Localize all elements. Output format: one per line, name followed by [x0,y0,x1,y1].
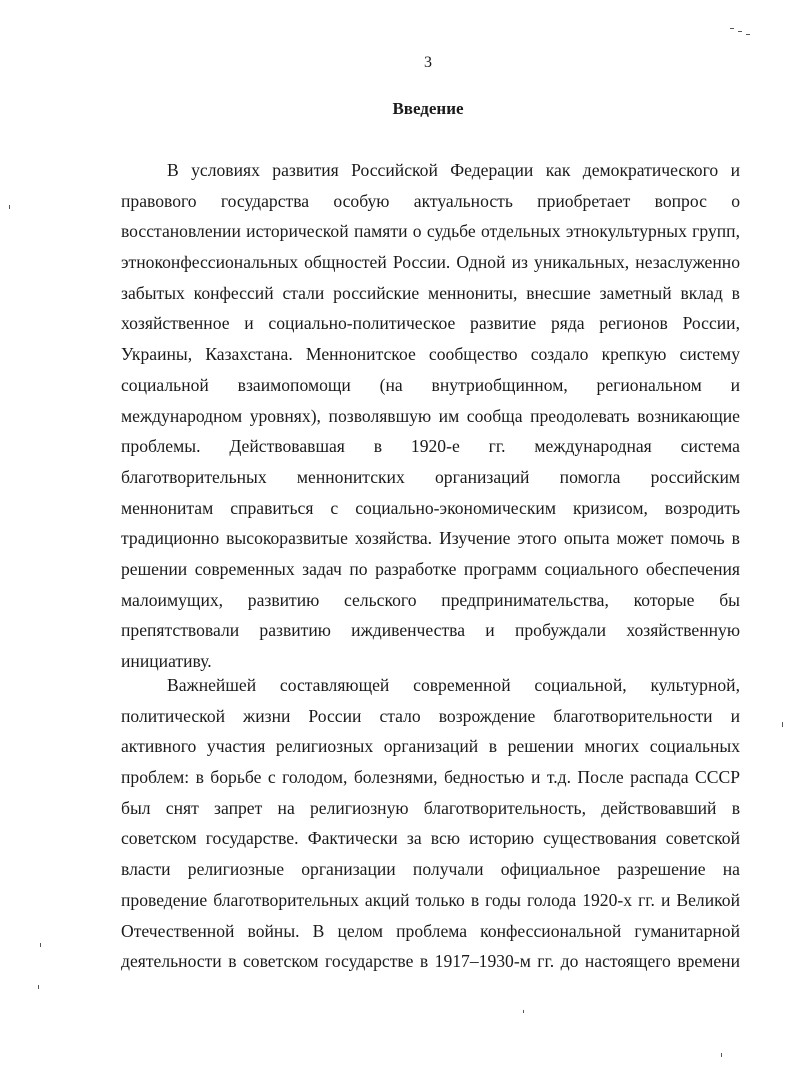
text-line: советском государстве. Фактически за всю историю существования советской [121,828,740,849]
text-line: малоимущих, развитию сельского предпринимательства, которые бы [121,589,740,610]
text-line: восстановлении исторической памяти о судьбе отдельных этнокультурных групп, [121,221,740,242]
text-line: меннонитам справиться с социально-экономическим кризисом, возродить [121,497,740,518]
paragraph-2 [121,670,740,977]
scan-speck [40,943,41,947]
text-line: был снят запрет на религиозную благотворительность, действовавший в [121,797,740,818]
scan-speck [746,34,750,35]
text-line: Украины, Казахстана. Меннонитское сообщество создало крепкую систему [121,344,740,365]
text-line: Отечественной войны. В целом проблема конфессиональной гуманитарной [121,920,740,941]
text-line: деятельности в советском государстве в 1917–1930-м гг. до настоящего времени [121,951,740,972]
text-line: проблемы. Действовавшая в 1920-е гг. международная система [121,436,740,457]
text-line: проведение благотворительных акций только в годы голода 1920-х гг. и Великой [121,889,740,910]
text-line: политической жизни России стало возрождение благотворительности и [121,705,740,726]
text-line: решении современных задач по разработке программ социального обеспечения [121,558,740,579]
text-line: проблем: в борьбе с голодом, болезнями, бедностью и т.д. После распада СССР [121,767,740,788]
text-line: инициативу. [121,651,212,671]
page-title: Введение [392,99,464,118]
scan-speck [738,31,742,32]
paragraph-1 [121,155,740,677]
scan-speck [38,985,39,989]
scan-speck [730,28,734,29]
scan-speck [782,722,783,727]
scan-speck [9,205,10,209]
text-line: международном уровнях), позволявшую им сообща преодолевать возникающие [121,405,740,426]
text-line: препятствовали развитию иждивенчества и пробуждали хозяйственную [121,620,740,641]
text-line: этноконфессиональных общностей России. Одной из уникальных, незаслуженно [121,252,740,273]
text-line: забытых конфессий стали российские меннониты, внесшие заметный вклад в [121,282,740,303]
text-line: благотворительных меннонитских организаций помогла российским [121,466,740,487]
text-line: правового государства особую актуальность приобретает вопрос о [121,190,740,211]
text-line: активного участия религиозных организаций в решении многих социальных [121,736,740,757]
text-line: традиционно высокоразвитые хозяйства. Изучение этого опыта может помочь в [121,528,740,549]
scan-speck [523,1010,524,1013]
page-number: 3 [424,54,432,71]
text-line: социальной взаимопомощи (на внутриобщинном, региональном и [121,374,740,395]
scan-speck [721,1053,722,1057]
text-line: власти религиозные организации получали официальное разрешение на [121,859,740,880]
text-line: Важнейшей составляющей современной социальной, культурной, [167,675,740,695]
text-line: В условиях развития Российской Федерации как демократического и [167,160,740,180]
text-line: хозяйственное и социально-политическое развитие ряда регионов России, [121,313,740,334]
